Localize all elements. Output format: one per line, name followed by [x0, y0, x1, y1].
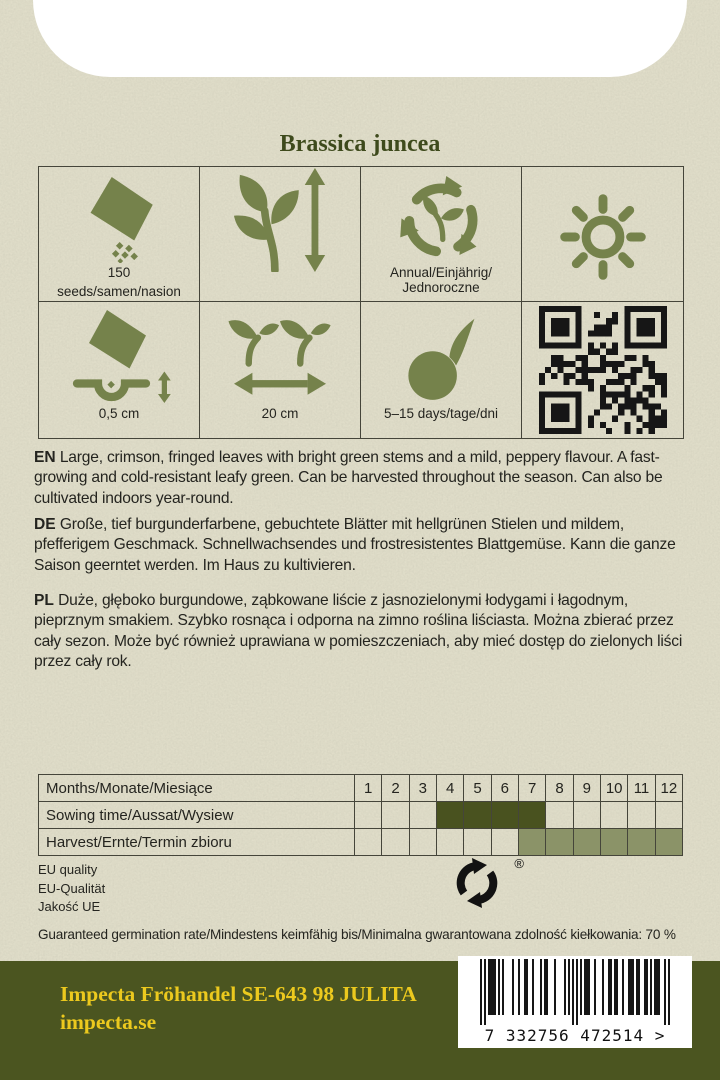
- barcode-bars-icon: [480, 959, 670, 1025]
- germination-days-label: 5–15 days/tage/dni: [383, 406, 499, 421]
- seed-bag-icon: [69, 177, 169, 263]
- registered-trademark: ®: [514, 856, 524, 871]
- germination-note: Guaranteed germination rate/Mindestens keimfähig bis/Minimalna gwarantowana zdolność kiełkowania: 70 %: [38, 927, 676, 942]
- calendar-cell-r0-m11: [628, 802, 655, 829]
- description-pl: PL Duże, głęboko burgundowe, ząbkowane liście z jasnozielonymi łodygami i łagodnym, pieprznym smakiem. Szybko rosnąca i odporna na zimno roślina liściasta. Można zbierać przez cały sezon. Może być również uprawiana w pomieszczeniach, aby mieć dostęp do zielonych liści przez cały rok.: [34, 592, 683, 671]
- green-dot-logo: [452, 858, 524, 912]
- calendar-cell-r0-m8: [546, 802, 573, 829]
- cell-plant-height: [200, 167, 361, 302]
- cell-spacing: [200, 302, 361, 438]
- eu-quality-line-3: Jakość UE: [38, 899, 101, 914]
- sowing-calendar: [38, 774, 683, 856]
- calendar-month-7: 7: [519, 775, 546, 802]
- description-en: EN Large, crimson, fringed leaves with bright green stems and a mild, peppery flavour. A fast-growing and cold-resistant leafy green. Can be harvested throughout the season. Can also be cultivated indoors year-round.: [34, 449, 663, 507]
- germinating-seed-icon: [396, 312, 486, 404]
- calendar-cell-r1-m5: [464, 829, 491, 856]
- calendar-cell-r1-m3: [410, 829, 437, 856]
- packet-top-die-cut: [33, 0, 687, 77]
- description-de: DE Große, tief burgunderfarbene, gebuchtete Blätter mit hellgrünen Stielen und mildem, pfefferigem Geschmack. Schnellwachsendes und frostresistentes Blattgemüse. Kann die ganze Saison geerntet werden. Im Haus zu kultivieren.: [34, 516, 676, 574]
- seed-count-value: 150: [107, 265, 131, 280]
- calendar-month-9: 9: [574, 775, 601, 802]
- qr-code: [539, 324, 667, 416]
- annual-label-line2: Jednoroczne: [402, 279, 480, 295]
- calendar-cell-r0-m10: [601, 802, 628, 829]
- company-address: Impecta Fröhandel SE-643 98 JULITA: [60, 982, 417, 1006]
- calendar-cell-r1-m12: [656, 829, 683, 856]
- calendar-month-11: 11: [628, 775, 655, 802]
- cell-sun: [522, 167, 683, 302]
- calendar-cell-r0-m7: [519, 802, 546, 829]
- calendar-month-6: 6: [492, 775, 519, 802]
- annual-label-line1: Annual/Einjährig/: [389, 265, 493, 280]
- cell-seed-count: [39, 167, 200, 302]
- calendar-month-10: 10: [601, 775, 628, 802]
- lang-tag-de: DE: [34, 516, 56, 533]
- page-title: Brassica juncea: [279, 131, 441, 157]
- calendar-month-12: 12: [656, 775, 683, 802]
- calendar-month-8: 8: [546, 775, 573, 802]
- calendar-cell-r0-m4: [437, 802, 464, 829]
- calendar-month-3: 3: [410, 775, 437, 802]
- annual-cycle-icon: [395, 177, 487, 263]
- cell-qr: [522, 302, 683, 438]
- barcode-digits: 7 332756 472514 >: [484, 1026, 666, 1045]
- barcode: [458, 956, 692, 1048]
- sowing-depth-icon: [59, 312, 179, 404]
- plant-spacing-icon: [224, 312, 336, 404]
- calendar-month-1: 1: [355, 775, 382, 802]
- seed-count-label: seeds/samen/nasion: [57, 283, 181, 299]
- lang-tag-en: EN: [34, 449, 56, 466]
- calendar-cell-r1-m2: [382, 829, 409, 856]
- calendar-cell-r1-m6: [492, 829, 519, 856]
- spacing-label: 20 cm: [261, 406, 299, 421]
- calendar-month-2: 2: [382, 775, 409, 802]
- cell-germination-days: [361, 302, 522, 438]
- eu-quality-block: [38, 861, 105, 917]
- calendar-cell-r1-m9: [574, 829, 601, 856]
- calendar-cell-r1-m7: [519, 829, 546, 856]
- calendar-cell-r0-m2: [382, 802, 409, 829]
- lang-tag-pl: PL: [34, 592, 54, 609]
- calendar-cell-r0-m5: [464, 802, 491, 829]
- calendar-cell-r0-m6: [492, 802, 519, 829]
- sowing-depth-label: 0,5 cm: [98, 406, 140, 421]
- info-grid: [38, 166, 684, 439]
- calendar-cell-r0-m1: [355, 802, 382, 829]
- eu-quality-line-2: EU-Qualität: [38, 880, 106, 896]
- calendar-cell-r0-m12: [656, 802, 683, 829]
- calendar-cell-r1-m1: [355, 829, 382, 856]
- cell-annual: [361, 167, 522, 302]
- plant-height-icon: [232, 177, 328, 263]
- calendar-row-label-1: Harvest/Ernte/Termin zbioru: [39, 829, 355, 856]
- sun-icon: [554, 177, 652, 297]
- calendar-cell-r1-m4: [437, 829, 464, 856]
- calendar-month-4: 4: [437, 775, 464, 802]
- calendar-cell-r0-m9: [574, 802, 601, 829]
- eu-quality-line-1: EU quality: [38, 862, 98, 877]
- calendar-cell-r1-m8: [546, 829, 573, 856]
- calendar-cell-r0-m3: [410, 802, 437, 829]
- calendar-cell-r1-m11: [628, 829, 655, 856]
- company-website: impecta.se: [60, 1010, 157, 1034]
- cell-sowing-depth: [39, 302, 200, 438]
- calendar-month-5: 5: [464, 775, 491, 802]
- calendar-row-label-0: Sowing time/Aussat/Wysiew: [39, 802, 355, 829]
- calendar-header-label: Months/Monate/Miesiące: [39, 775, 355, 802]
- calendar-cell-r1-m10: [601, 829, 628, 856]
